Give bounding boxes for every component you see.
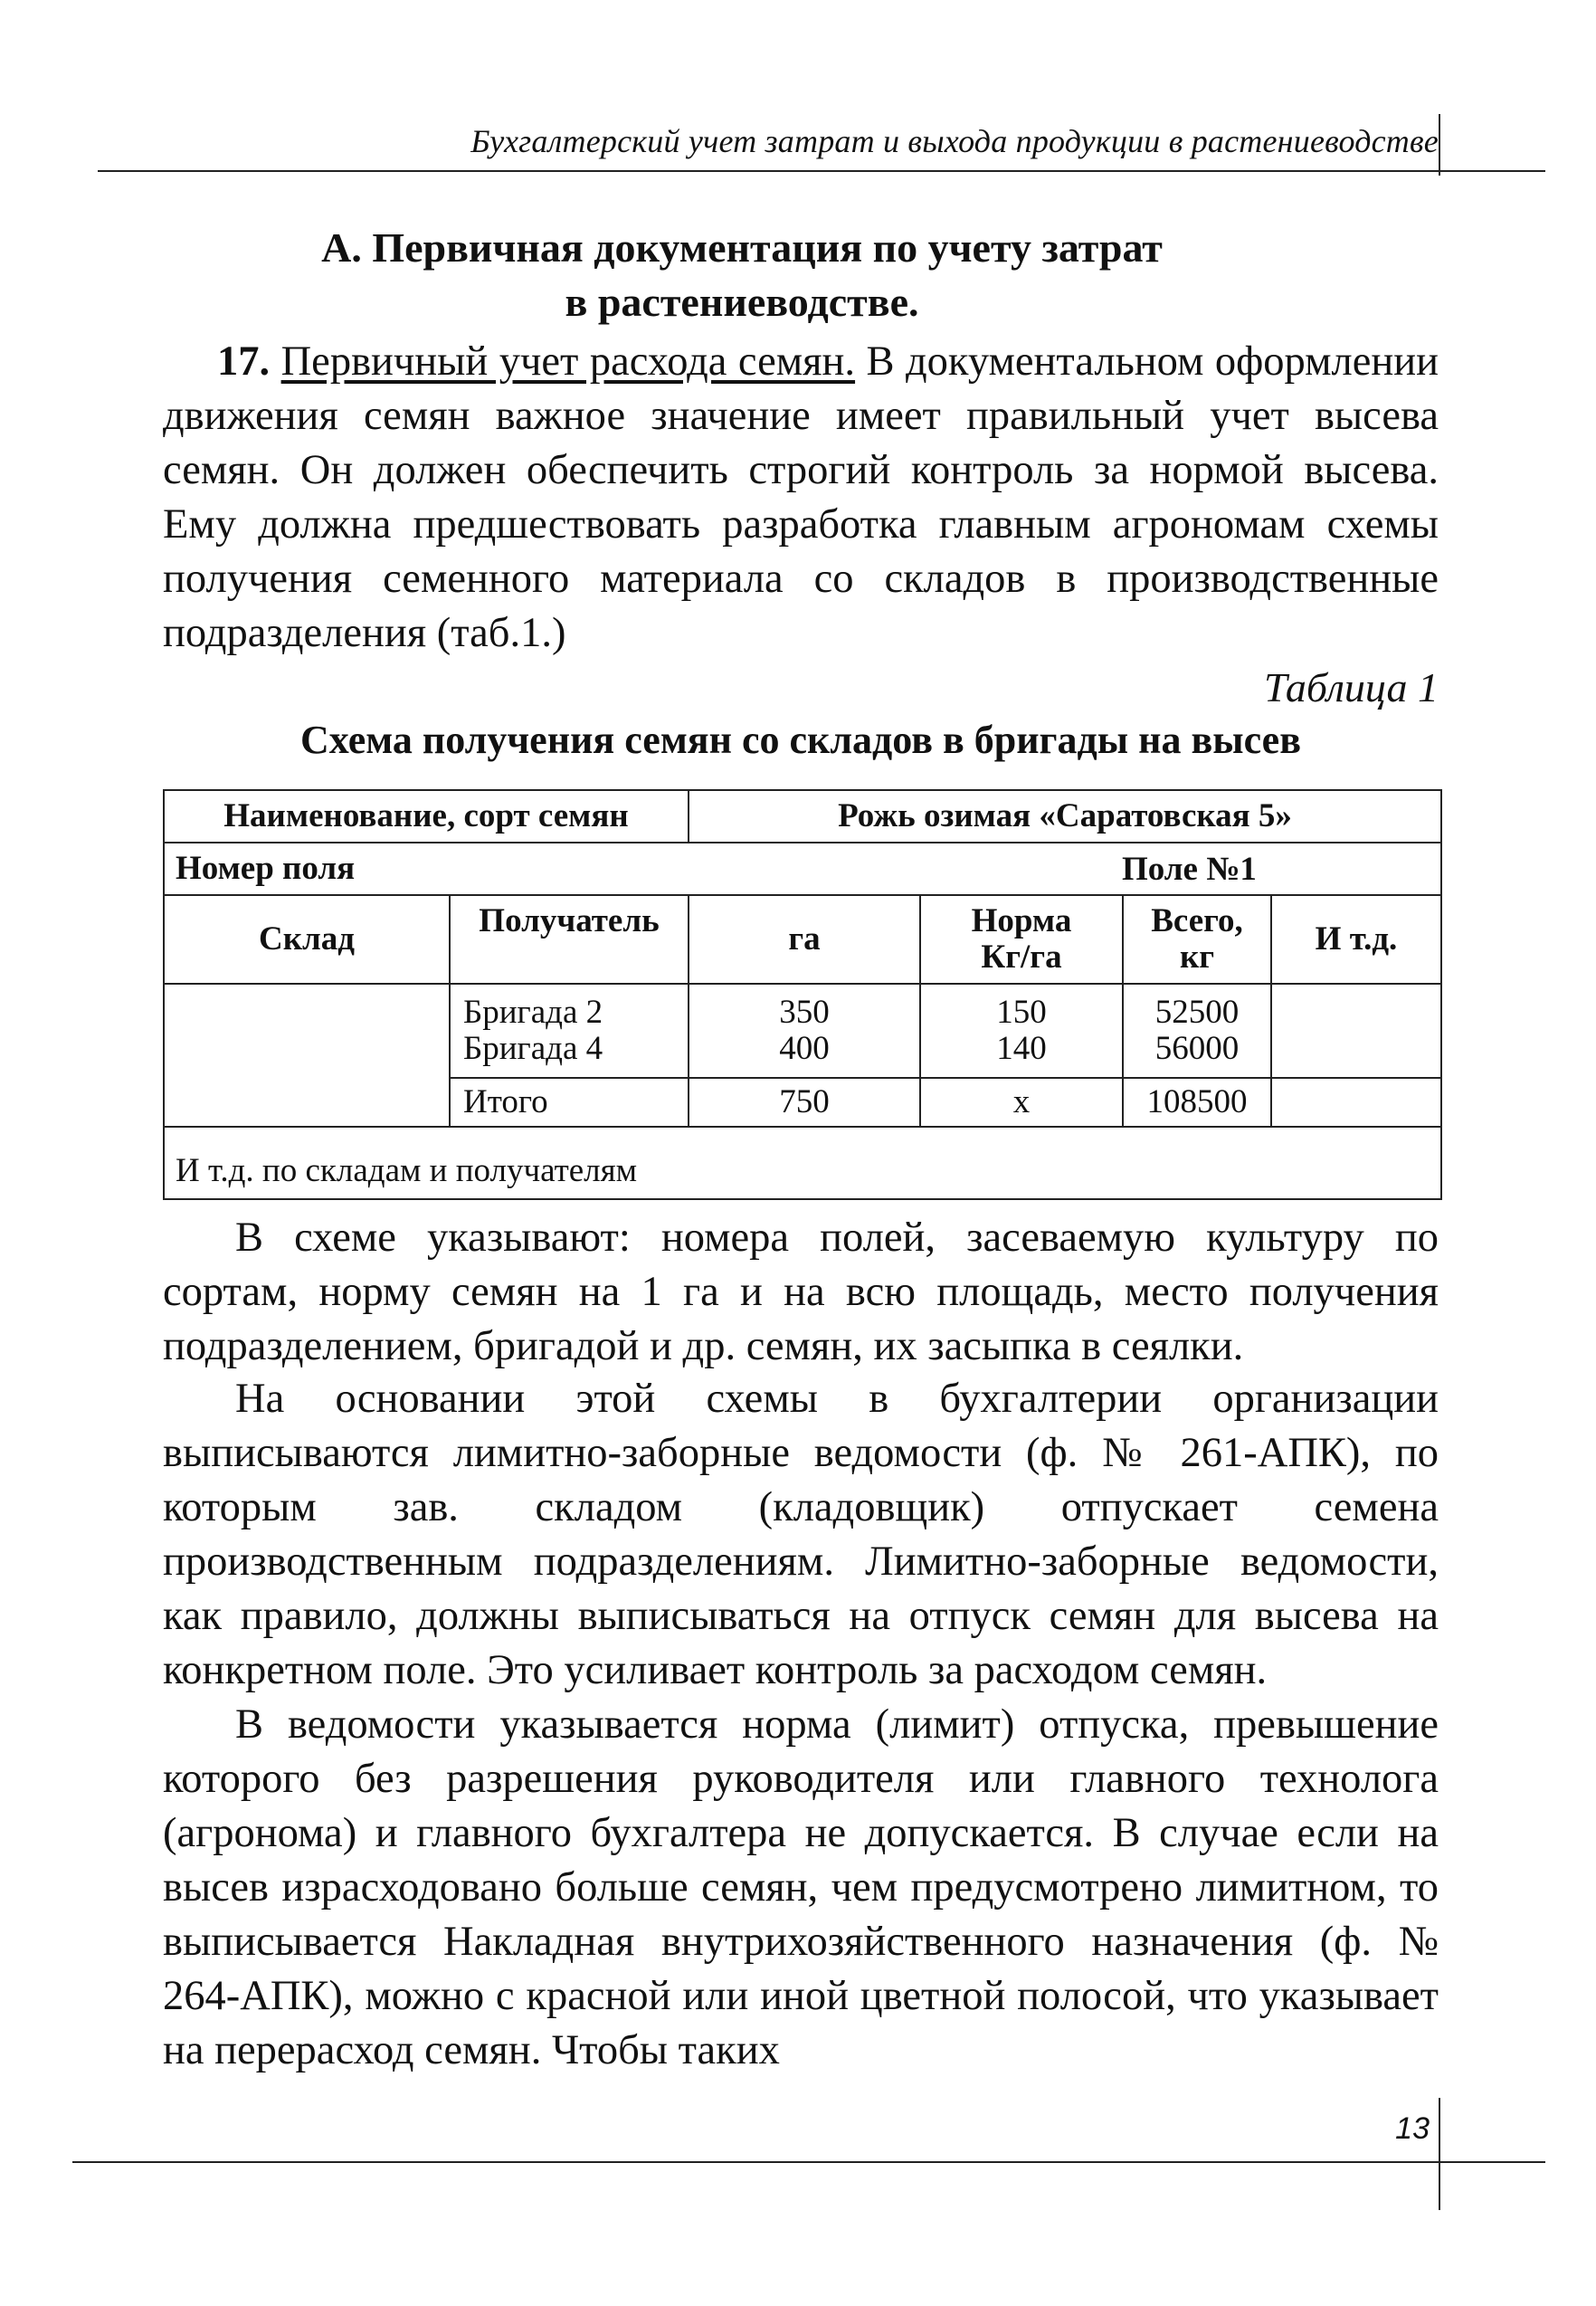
table-row-seed: [164, 790, 1441, 843]
field-value: Поле №1: [1122, 851, 1257, 888]
paragraph-17: [163, 335, 1439, 661]
header-total-line-2: кг: [1179, 939, 1215, 976]
summary-recipient: Итого: [450, 1078, 689, 1127]
paragraph-text: В документальном оформлении движения семян важное значение имеет правильный учет высева семян. Он должен обеспечить строгий контроль за нормой высева. Ему должна предшествовать разработка главным агрономам схемы получения семенного материала со складов в производственные подразделения (таб.1.): [163, 338, 1439, 656]
footer-divider-tick: [1439, 2098, 1440, 2210]
summary-etc: [1271, 1078, 1441, 1127]
section-title: [163, 221, 1321, 329]
running-header: Бухгалтерский учет затрат и выхода продукции в растениеводстве: [470, 123, 1439, 159]
total-cell: [1123, 984, 1271, 1078]
paragraph-number: 17.: [217, 338, 271, 385]
paragraph-heading: Первичный учет расхода семян.: [280, 338, 856, 385]
recipients-cell: [450, 984, 689, 1078]
table-footer-row: [164, 1127, 1441, 1199]
table-footer-cell: И т.д. по складам и получателям: [164, 1127, 1441, 1199]
ha-2: 400: [779, 1030, 830, 1067]
recipient-2: Бригада 4: [463, 1030, 603, 1067]
norm-cell: [920, 984, 1123, 1078]
header-total-line-1: Всего,: [1151, 902, 1243, 939]
summary-total: 108500: [1123, 1078, 1271, 1127]
summary-norm: х: [920, 1078, 1123, 1127]
header-divider-tick: [1439, 114, 1440, 176]
table-caption: Таблица 1: [1263, 664, 1439, 710]
total-1: 52500: [1154, 994, 1240, 1031]
norm-2: 140: [996, 1030, 1047, 1067]
header-warehouse: Склад: [164, 895, 450, 984]
summary-ha: 750: [689, 1078, 920, 1127]
header-norm-line-1: Норма: [971, 902, 1072, 939]
page-number: 13: [1395, 2111, 1430, 2146]
ha-1: 350: [779, 994, 830, 1031]
table-data-row: [164, 984, 1441, 1078]
warehouse-cell: [164, 984, 450, 1127]
total-2: 56000: [1154, 1030, 1240, 1067]
seed-value-cell: Рожь озимая «Саратовская 5»: [689, 790, 1441, 843]
field-label: Номер поля: [176, 850, 356, 887]
header-norm: [920, 895, 1123, 984]
paragraph-scheme-contents: В схеме указывают: номера полей, засеваемую культуру по сортам, норму семян на 1 га и на всю площадь, место получения подразделением, бригадой и др. семян, их засыпка в сеялки.: [163, 1215, 1439, 1369]
table-title: Схема получения семян со складов в бригады на высев: [300, 718, 1301, 762]
header-total: [1123, 895, 1271, 984]
footer-rule: [72, 2161, 1545, 2163]
etc-cell: [1271, 984, 1441, 1078]
norm-1: 150: [996, 994, 1047, 1031]
section-title-line-2: в растениеводстве.: [565, 279, 919, 325]
header-etc: И т.д.: [1271, 895, 1441, 984]
seed-label-cell: Наименование, сорт семян: [164, 790, 689, 843]
seed-scheme-table: [163, 789, 1442, 1200]
paragraph-limit-sheets: На основании этой схемы в бухгалтерии организации выписываются лимитно-заборные ведомости (ф. № 261-АПК), по которым зав. складом (кладовщик) отпускает семена производственным подразделениям. Лимитно-заборные ведомости, как правило, должны выписываться на отпуск семян для высева на конкретном поле. Это усиливает контроль за расходом семян.: [163, 1376, 1439, 1693]
recipient-1: Бригада 2: [463, 994, 603, 1031]
header-recipient: Получатель: [450, 895, 689, 984]
table-header-row: [164, 895, 1441, 984]
header-norm-line-2: Кг/га: [981, 939, 1062, 976]
table-row-field: [164, 843, 1441, 895]
header-rule: [98, 170, 1545, 172]
header-ha: га: [689, 895, 920, 984]
field-row-cell: [164, 843, 1441, 895]
section-title-line-1: А. Первичная документация по учету затрат: [321, 224, 1163, 271]
paragraph-limit-norm: В ведомости указывается норма (лимит) отпуска, превышение которого без разрешения руководителя или главного технолога (агронома) и главного бухгалтера не допускается. В случае если на высев израсходовано больше семян, чем предусмотрено лимитном, то выписывается Накладная внутрихозяйственного назначения (ф. № 264-АПК), можно с красной или иной цветной полосой, что указывает на перерасход семян. Чтобы таких: [163, 1701, 1439, 2073]
ha-cell: [689, 984, 920, 1078]
